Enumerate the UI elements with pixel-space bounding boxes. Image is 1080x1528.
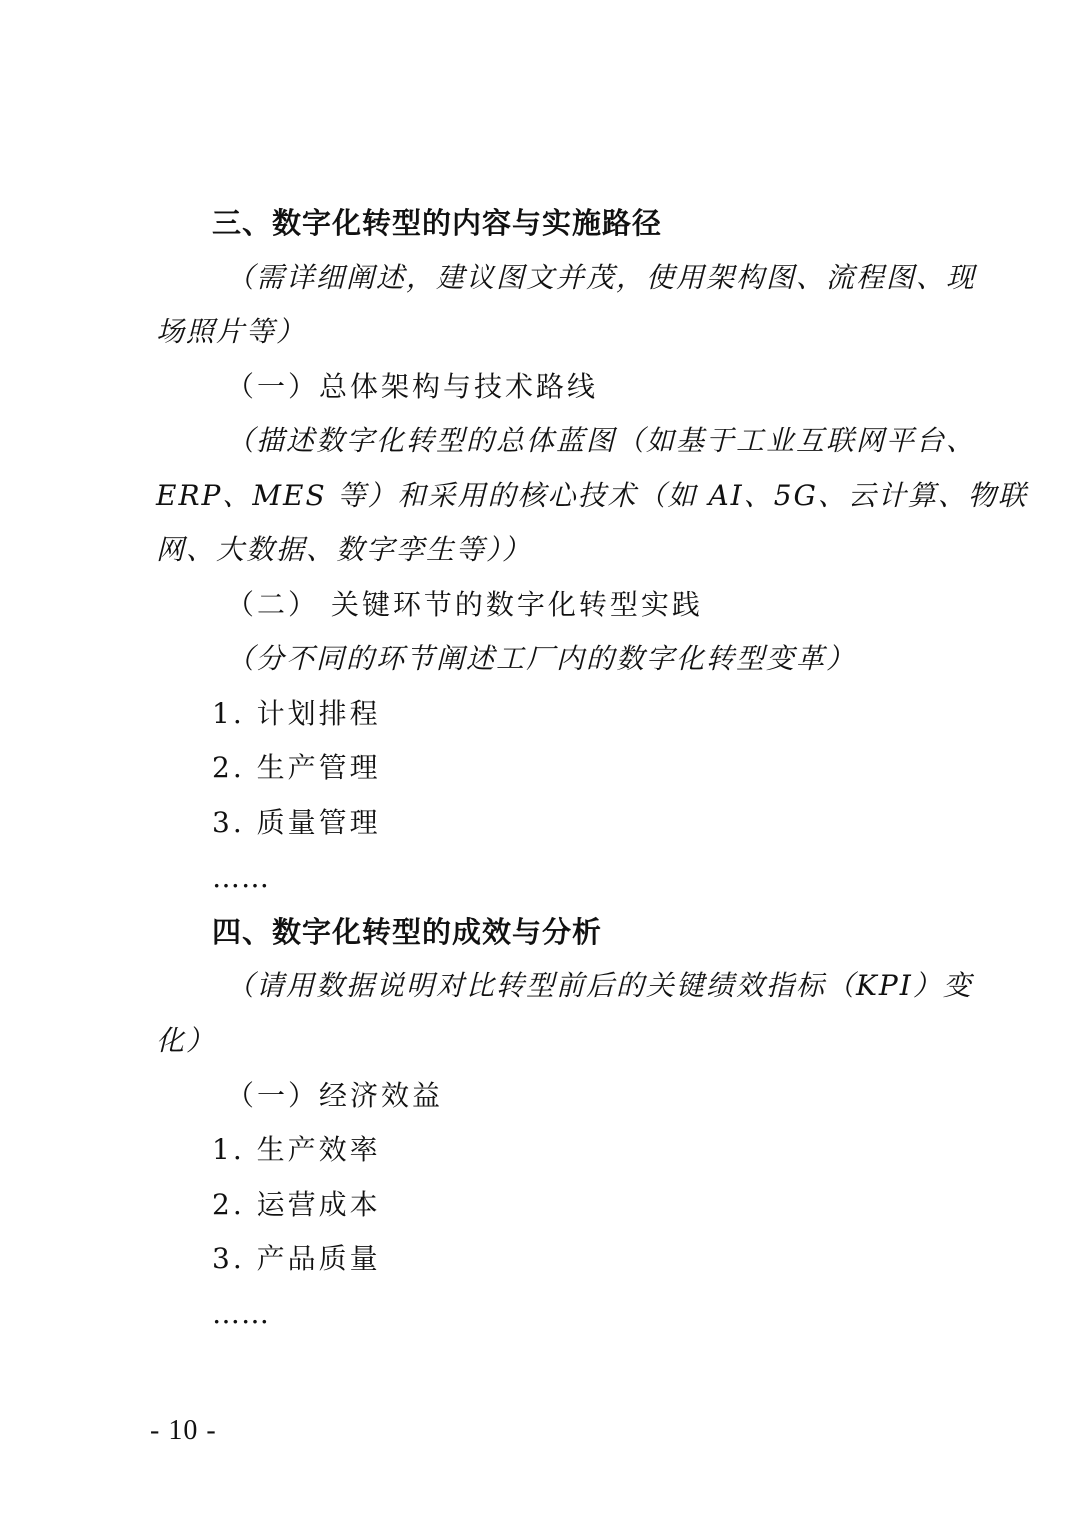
section4-heading: 四、数字化转型的成效与分析 bbox=[212, 915, 603, 949]
section3-sub1-desc-line2: ERP、MES 等）和采用的核心技术（如 AI、5G、云计算、物联 bbox=[156, 479, 1028, 512]
section4-note-line2: 化） bbox=[156, 1024, 217, 1057]
list-item: 1. 生产效率 bbox=[212, 1133, 381, 1166]
section3-heading: 三、数字化转型的内容与实施路径 bbox=[212, 206, 663, 240]
list-item: 1. 计划排程 bbox=[212, 697, 381, 730]
list-item: 3. 产品质量 bbox=[212, 1242, 381, 1275]
section3-note-line1: （需详细阐述，建议图文并茂，使用架构图、流程图、现 bbox=[226, 261, 977, 294]
section3-sub2-title: （二） 关键环节的数字化转型实践 bbox=[226, 588, 703, 621]
list-ellipsis: …… bbox=[212, 1297, 270, 1330]
list-ellipsis: …… bbox=[212, 861, 270, 894]
section3-note-line2: 场照片等） bbox=[156, 315, 307, 348]
section4-note-line1: （请用数据说明对比转型前后的关键绩效指标（KPI）变 bbox=[226, 969, 973, 1002]
section3-sub1-title: （一）总体架构与技术路线 bbox=[226, 370, 599, 403]
list-item: 2. 生产管理 bbox=[212, 751, 381, 784]
list-item: 2. 运营成本 bbox=[212, 1188, 381, 1221]
section3-sub1-desc-line3: 网、大数据、数字孪生等）） bbox=[156, 533, 533, 566]
list-item: 3. 质量管理 bbox=[212, 806, 381, 839]
section4-sub1-title: （一）经济效益 bbox=[226, 1079, 444, 1112]
section3-sub1-desc-line1: （描述数字化转型的总体蓝图（如基于工业互联网平台、 bbox=[226, 424, 977, 457]
page-number: - 10 - bbox=[150, 1415, 217, 1446]
section3-sub2-desc: （分不同的环节阐述工厂内的数字化转型变革） bbox=[226, 642, 857, 675]
